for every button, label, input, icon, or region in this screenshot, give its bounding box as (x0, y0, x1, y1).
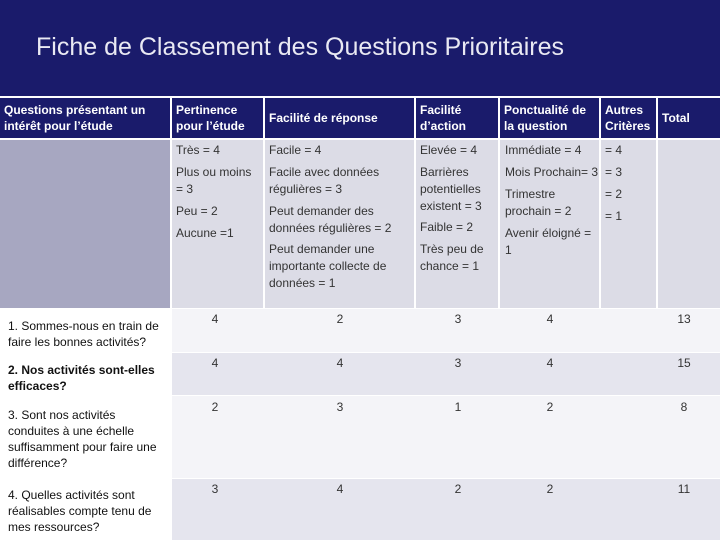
criteria-item: Aucune =1 (176, 226, 234, 240)
criteria-item: Barrières potentielles existent = 3 (420, 165, 482, 213)
criteria-item: = 3 (605, 165, 623, 179)
criteria-item: Trimestre prochain = 2 (505, 187, 572, 218)
criteria-item: Très = 4 (176, 143, 220, 157)
cell-pertinence: 2 (211, 400, 219, 414)
header-total: Total (658, 98, 720, 138)
cell-facilite-action: 3 (454, 356, 462, 370)
criteria-item: Peu = 2 (176, 204, 218, 218)
criteria-total (658, 140, 720, 308)
criteria-facilite-reponse (265, 140, 414, 308)
cell-facilite-action: 2 (454, 482, 462, 496)
criteria-item: Mois Prochain= 3 (505, 165, 599, 179)
criteria-item: Immédiate = 4 (505, 143, 582, 157)
criteria-item: Très peu de chance = 1 (420, 242, 484, 273)
cell-total: 8 (680, 400, 688, 414)
cell-facilite-action: 3 (454, 312, 462, 326)
cell-facilite-reponse: 3 (336, 400, 344, 414)
row-question: 4. Quelles activités sont réalisables compte tenu de mes ressources? (8, 488, 152, 534)
cell-total: 13 (677, 312, 691, 326)
cell-ponctualite: 2 (546, 482, 554, 496)
cell-ponctualite: 2 (546, 400, 554, 414)
criteria-item: Facile avec données régulières = 3 (269, 165, 380, 196)
criteria-item: Faible = 2 (420, 220, 474, 234)
cell-ponctualite: 4 (546, 356, 554, 370)
header-questions: Questions présentant un intérêt pour l’étude (0, 98, 170, 138)
header-pertinence: Pertinence pour l’étude (172, 98, 263, 138)
criteria-item: Peut demander une importante collecte de données = 1 (269, 242, 387, 290)
title-bar (0, 0, 720, 96)
header-ponctualite: Ponctualité de la question (500, 98, 599, 138)
criteria-left-spacer (0, 140, 170, 308)
criteria-item: Plus ou moins = 3 (176, 165, 252, 196)
cell-facilite-reponse: 4 (336, 482, 344, 496)
header-facilite-reponse: Facilité de réponse (265, 98, 414, 138)
criteria-facilite-action (416, 140, 498, 308)
cell-facilite-reponse: 4 (336, 356, 344, 370)
criteria-autres (601, 140, 656, 308)
cell-facilite-action: 1 (454, 400, 462, 414)
page-title: Fiche de Classement des Questions Prioritaires (36, 33, 565, 61)
row-question: 3. Sont nos activités conduites à une échelle suffisamment pour faire une différence? (8, 408, 157, 470)
criteria-item: Elevée = 4 (420, 143, 478, 157)
criteria-item: = 4 (605, 143, 623, 157)
header-autres: Autres Critères (601, 98, 656, 138)
cell-total: 15 (677, 356, 691, 370)
criteria-item: Avenir éloigné = 1 (505, 226, 592, 257)
cell-ponctualite: 4 (546, 312, 554, 326)
criteria-ponctualite (500, 140, 599, 308)
criteria-item: = 1 (605, 209, 623, 223)
criteria-item: Facile = 4 (269, 143, 322, 157)
criteria-item: = 2 (605, 187, 623, 201)
cell-total: 11 (677, 482, 691, 496)
row-question: 1. Sommes-nous en train de faire les bonnes activités? (8, 319, 159, 349)
cell-pertinence: 3 (211, 482, 219, 496)
cell-pertinence: 4 (211, 356, 219, 370)
cell-facilite-reponse: 2 (336, 312, 344, 326)
header-facilite-action: Facilité d’action (416, 98, 498, 138)
cell-pertinence: 4 (211, 312, 219, 326)
criteria-item: Peut demander des données régulières = 2 (269, 204, 392, 235)
row-question: 2. Nos activités sont-elles efficaces? (8, 363, 155, 393)
criteria-pertinence (172, 140, 263, 308)
